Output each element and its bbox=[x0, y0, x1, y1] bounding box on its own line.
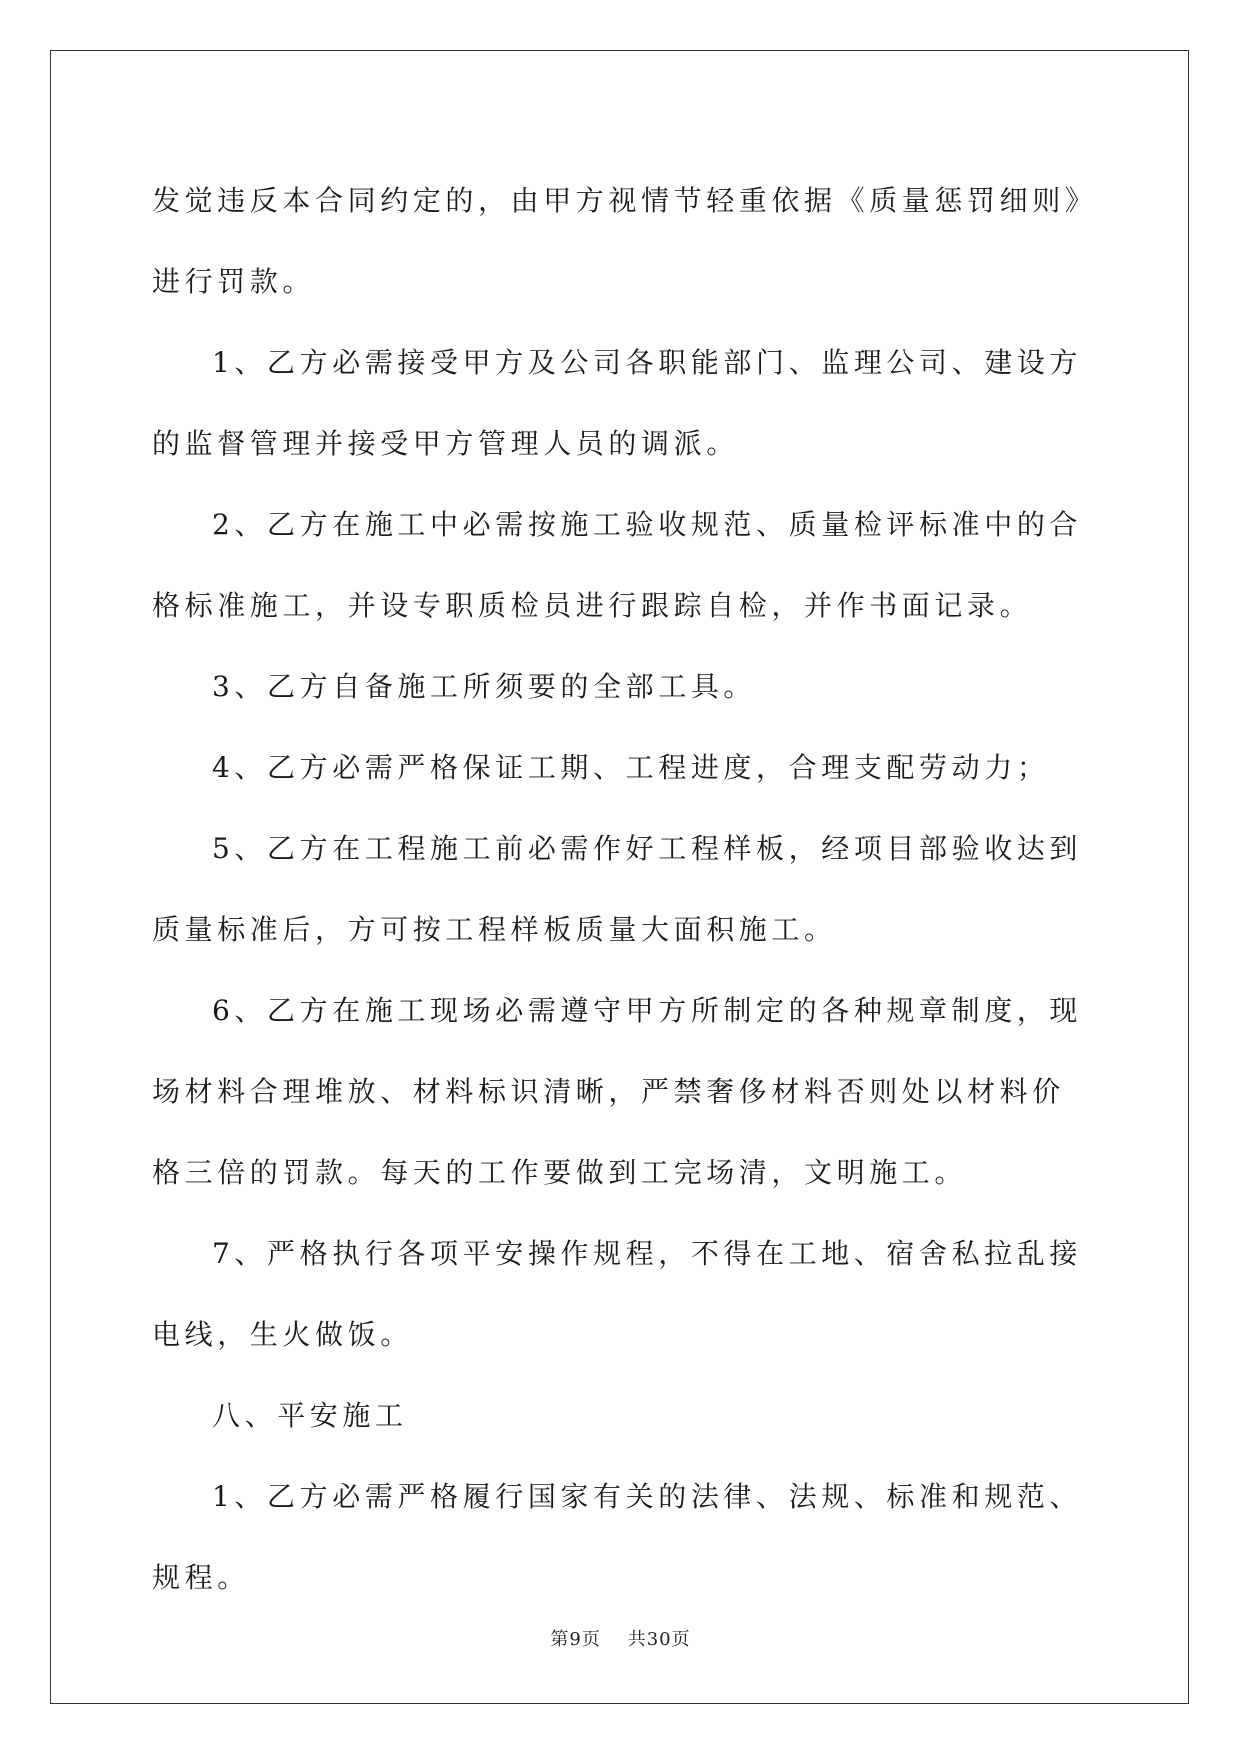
paragraph: 5、乙方在工程施工前必需作好工程样板，经项目部验收达到质量标准后，方可按工程样板质量大面积施工。 bbox=[152, 832, 1083, 946]
page-number: 第9页 bbox=[550, 1629, 601, 1650]
paragraph: 1、乙方必需严格履行国家有关的法律、法规、标准和规范、规程。 bbox=[152, 1480, 1083, 1594]
page-total: 共30页 bbox=[627, 1629, 691, 1650]
paragraph: 发觉违反本合同约定的，由甲方视情节轻重依据《质量惩罚细则》进行罚款。 bbox=[152, 184, 1084, 298]
paragraph: 7、严格执行各项平安操作规程，不得在工地、宿舍私拉乱接电线，生火做饭。 bbox=[152, 1237, 1083, 1351]
paragraph: 4、乙方必需严格保证工期、工程进度，合理支配劳动力； bbox=[212, 751, 1050, 784]
document-body bbox=[152, 160, 1092, 1618]
paragraph: 1、乙方必需接受甲方及公司各职能部门、监理公司、建设方的监督管理并接受甲方管理人员的调派。 bbox=[152, 346, 1083, 460]
paragraph: 2、乙方在施工中必需按施工验收规范、质量检评标准中的合格标准施工，并设专职质检员进行跟踪自检，并作书面记录。 bbox=[152, 508, 1083, 622]
paragraph: 八、平安施工 bbox=[212, 1399, 408, 1432]
paragraph: 3、乙方自备施工所须要的全部工具。 bbox=[212, 670, 757, 703]
page-footer bbox=[0, 1625, 1241, 1651]
paragraph: 6、乙方在施工现场必需遵守甲方所制定的各种规章制度，现场材料合理堆放、材料标识清晰，严禁奢侈材料否则处以材料价格三倍的罚款。每天的工作要做到工完场清，文明施工。 bbox=[152, 994, 1083, 1189]
